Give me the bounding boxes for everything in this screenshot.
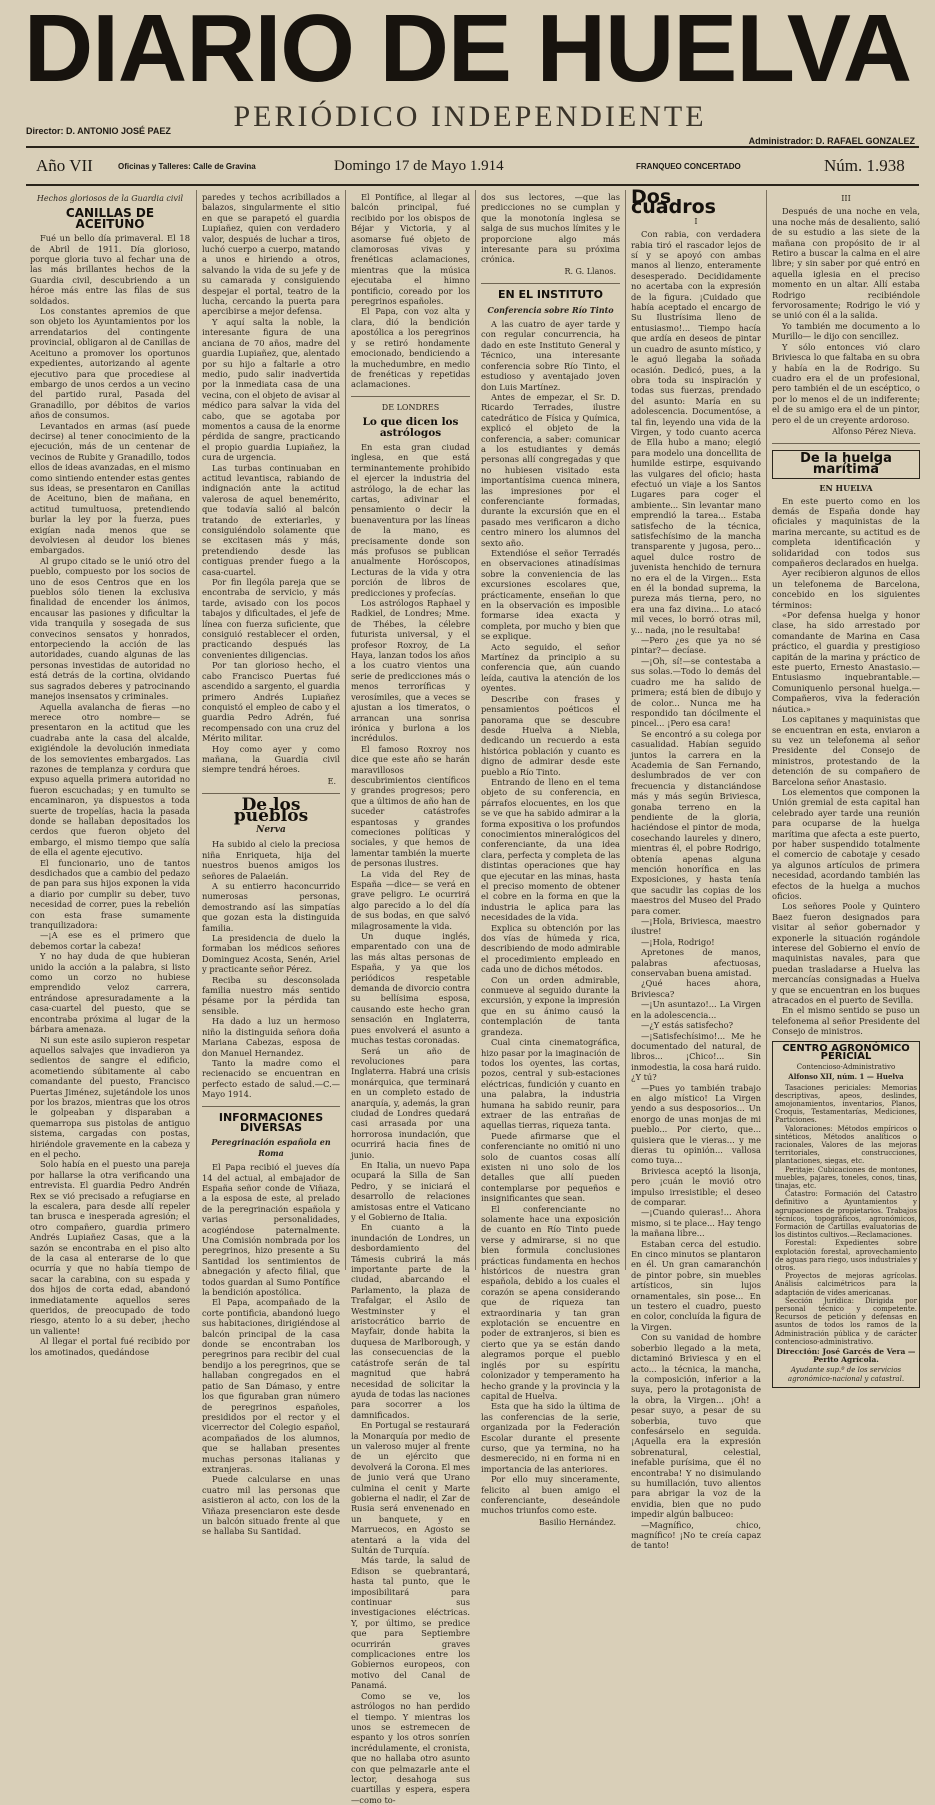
instituto-paragraph: Entrando de lleno en el tema objeto de su conferencia, en párrafos elocuentes, en los que se ve que ha sabido admirar a la forma expositiva o los profundos conocimientos mineralógicos del conferenciante, da una idea clara, perfecta y completa de las distintas operaciones que hay que ejecutar en las minas, hasta el preciso momento de obtener el cobre en la forma en que la industria le aplica para las necesidades de la vida. xyxy=(481,776,620,923)
article-separator xyxy=(202,793,340,794)
informaciones-paragraph: El Papa, acompañado de la corte pontificia, abandonó luego sus habitaciones, dirigiéndose al balcón principal de la casa donde se encontraban los peregrinos para recibir del cual bendijo a los peregrinos, que se hallaban congregados en el patio de San Dámaso, y entre los que figuraban gran número de peregrinos españoles, presididos por el rector y el vicerrector del Colegio español, acompañados de los alumnos, que se hallaban presentes muchas personas italianas y extranjeras. xyxy=(202,1297,340,1474)
canillas-paragraph: Por tan glorioso hecho, el cabo Francisco Puertas fué ascendido a sargento, el guardia primero Andrés Lupiañez conquistó el empleo de cabo y el guardia Pedro Adrén, fué recompensado con una cruz del Mérito militar. xyxy=(202,660,340,744)
cuadros-paragraph: Apretones de manos, palabras afectuosas, conservaban buena amistad. xyxy=(631,947,761,979)
canillas-paragraph: —¡A ese es el primero que debemos cortar la cabeza! xyxy=(30,930,190,951)
canillas-paragraph: Aquella avalancha de fieras —no merece otro nombre— se presentaron en la actitud que les cuadraba ante la casa del alcalde, exigiéndole la devolución inmediata de los semovientes embargados. Las razones de templanza y cordura que expuso aquella primera autoridad no fueron escuchadas; y en tumulto se encaminaron, ya dispuestos a toda suerte de tropelías, hacia la pasada donde se hallaban depositados los cerdos que fueron objeto del embargo, el mismo tiempo que salía de ella el agente ejecutivo. xyxy=(30,701,190,858)
instituto-paragraph: Acto seguido, el señor Martínez da principio a su conferencia que, aún cuando leída, cautiva la atención de los oyentes. xyxy=(481,641,620,694)
column-divider xyxy=(766,190,767,1270)
column-divider xyxy=(475,190,476,1270)
canillas-kicker: Hechos gloriosos de la Guardia civil xyxy=(36,194,184,203)
cuadros-paragraph: —¡Oh, sí!—se contestaba a sus solas.—Todo lo demás del cuadro me ha salido de primera; está bien de dibujo y de color... Nunca me ha respondido tan dócilmente el pincel... ¡Pero esa cara! xyxy=(631,655,761,729)
pueblos-paragraph: La presidencia de duelo la formaban los médicos señores Dominguez Acosta, Senén, Ariel y practicante señor Pérez. xyxy=(202,933,340,975)
cuadros-paragraph: —¡Cuando quieras!... Ahora mismo, si te place... Hay tengo la mañana libre... xyxy=(631,1207,761,1239)
centro-paragraph: Peritaje: Cubicaciones de montones, muebles, pajares, toneles, conos, tinas, tinajas, etc. xyxy=(775,1165,917,1190)
cuadros-paragraph: ¿Qué haces ahora, Briviesca? xyxy=(631,978,761,999)
pueblos-town: Nerva xyxy=(256,824,286,835)
astrologos-paragraph: Un duque inglés, emparentado con una de las más altas personas de España, y ya que los periódicos respetable demanda de divorcio contra su bellísima esposa, causando este hecho gran sensación en Inglaterra, pues envolverá el asunto a muchas testas coronadas. xyxy=(351,931,470,1046)
canillas-paragraph: Por fin llególa pareja que se encontraba de servicio, y más tarde, avisado con los pocos tabajos y dificultades, el jefe de línea con fuerza suficiente, que consiguió restablecer el orden, practicando después las convenientes diligencias. xyxy=(202,577,340,660)
cuadros-paragraph: —Pues yo también trabajo en algo místico! La Virgen yendo a sus desposorios... Un enorgo de unas monjas de mi pueblo... Por cierto, que... quisiera que le vieras... y me dieras tu opinión... vallosa como tuya... xyxy=(631,1082,761,1166)
article-separator xyxy=(202,1106,340,1107)
article-separator xyxy=(351,396,470,397)
astrologos-paragraph: Como se ve, los astrólogos no han perdido el tiempo. Y mientras los unos se estremecen de espanto y los otros sonríen incrédulamente, el cronista, que no hallaba otro asunto con que pelmazarle ante el lector, desahoga sus cuartillas y espera, espera —como to- xyxy=(351,1690,470,1805)
huelga-paragraph: Los señores Poole y Quintero Baez fueron designados para visitar al señor gobernador y exponerle la situación rogándole interese del Gobierno el envío de maquinistas navales, para que puedan trasladarse a Huelva las mercancías consignadas a Huelva y que se encuentran en los buques atracados en el puerto de Sevilla. xyxy=(772,901,920,1006)
astrologos-paragraph: El famoso Roxroy nos dice que este año se harán maravillosos descubrimientos científicos y grandes progresos; pero que a últimos de año han de suceder catástrofes espantosas y grandes comeciones políticas y sociales, y que hemos de lamentar también la muerte de personas ilustres. xyxy=(351,743,470,869)
instituto-subtitle: Conferencia sobre Río Tinto xyxy=(487,304,614,315)
instituto-paragraph: A las cuatro de ayer tarde y con regular concurrencia, ha dado en este Instituto General y Técnico, una interesante conferencia sobre Río Tinto, el estudioso y aventajado joven don Luis Martínez. xyxy=(481,319,620,392)
pueblos-title: De los pueblos xyxy=(233,795,309,826)
canillas-paragraph: Ni sun este asilo supieron respetar aquellos salvajes que invadieron ya sedientos de sangre el edificio, acometiendo súbitamente al cabo comandante del puesto, Francisco Puertas Jiménez, sujetándole los unos por los brazos, mientras que los otros le golpeaban y disparaban a quemarropa sus pistolas de antiguo sistema, cargadas con postas, hiriéndole gravemente en la cabeza y en el pecho. xyxy=(30,1034,190,1159)
cuadros-paragraph: —Pero ¿es que ya no sé pintar?— decíase. xyxy=(631,635,761,656)
pueblos-paragraph: Reciba su desconsolada familia nuestro más sentido pésame por la pérdida tan sensible. xyxy=(202,974,340,1016)
instituto-paragraph: Extendióse el señor Terradés en observaciones atinadísimas sobre la conveniencia de las excursiones escolares que, prácticamente, enseñan lo que en la observación es imposible formarse idea exacta y completa, por mucho y bien que se explique. xyxy=(481,548,620,642)
centro-paragraph: Catastro: Formación del Catastro definitivo a Ayuntamientos y agrupaciones de propietarios. Trabajos técnicos, topográficos, agronómicos, Formación de Cartillas evaluatorias de los distintos cultivos.—Reclamaciones. xyxy=(775,1190,917,1240)
cuadros-paragraph: —¡Hola, Briviesca, maestro ilustre! xyxy=(631,916,761,937)
informaciones-paragraph: El Papa recibió el jueves día 14 del actual, al embajador de España señor conde de Viñaza, a la esposa de este, al prelado de la peregrinación española y varias personalidades, acogiéndose paternalmente. Una Comisión nombrada por los peregrinos, hizo presente a Su Santidad los sentimientos de abnegación y afecto filial, que todos guardan al Sumo Pontífice la bendición apostólica. xyxy=(202,1162,340,1298)
cuadros-paragraph: Se encontró a su colega por casualidad. Habían seguido juntos la carrera en la Academia de San Fernando, deslumbrados de ver con frecuencia y distanciándose más y más según Briviesca, gonaba terreno en la pendiente de la gloria, haciéndose el pintor de moda, cosechando laureles y dinero, mientras él, el pobre Rodrigo, obtenía apenas alguna mención honorífica en las Exposiciones, y hasta tenía que sacudir las copias de los maestros del Museo del Prado para comer. xyxy=(631,728,761,916)
huelga-paragraph: Los elementos que componen la Unión gremial de esta capital han celebrado ayer tarde una reunión para ocuparse de la huelga marítima que afecta a este puerto, por haber suspendido totalmente el comercio de cabotaje y cesado ya algunos artículos de primera necesidad, acordando también las efectos de la huelga a muchos oficios. xyxy=(772,786,920,901)
pueblos-paragraph: A su entierro haconcurrido numerosas personas, demostrando así las simpatías que gozan esta la distinguida familia. xyxy=(202,881,340,933)
canillas-paragraph: Las turbas continuaban en actitud levantisca, rabiando de indignación ante la actitud valerosa de aquel benemérito, que todavía salió al balcón tratando de exteriarles, y consiguiéndolo solamente que se excitasen más y más, pretendiendo desde las contiguas prender fuego a la casa-cuartel. xyxy=(202,462,340,577)
column-divider xyxy=(345,190,346,1270)
cuadros-paragraph: Y sólo entonces vió claro Briviesca lo que faltaba en su obra y había en la de Rodrigo. Su cuadro era el de un profesional, pero también el de un escéptico, o por lo menos el de un indiferente; el de su amigo era el de un pintor, pero el de un creyente ardoroso. xyxy=(772,341,920,425)
canillas-paragraph: Fué un bello día primaveral. El 18 de Abril de 1911. Día glorioso, porque gloria tuvo al fechar una de las más brillantes hechos de la Guardia civil, descubriendo a un héroe más entre las filas de sus soldados. xyxy=(30,233,190,306)
huelga-paragraph: Los capitanes y maquinistas que se encuentran en esta, enviaron a su vez un telefonema al señor Presidente del Consejo de ministros, protestando de la detención de su compañero de Barcelona señor Anastasio. xyxy=(772,714,920,787)
instituto-paragraph: Esta que ha sido la última de las conferencias de la serie, organizada por la Federación Escolar durante el presente curso, que ya termina, no ha desmerecido, ni en forma ni en importancia de las anteriores. xyxy=(481,1401,620,1474)
cuadros-paragraph: —¿Y estás satisfecho? xyxy=(641,1020,734,1031)
pueblos-paragraph: Ha subido al cielo la preciosa niña Enriqueta, hija del nuestros buenos amigos los señores de Palaeián. xyxy=(202,839,340,881)
offices-address: Oficinas y Talleres: Calle de Gravina xyxy=(118,162,256,171)
column-6 xyxy=(772,192,920,1383)
column-5 xyxy=(631,186,761,1551)
canillas-paragraph: Solo había en el puesto una pareja por hallarse la otra verificando una entrevista. El guardia Pedro Andrén Rex se vió precisado a refugiarse en la escalera, para desde allí repeler tan brusca e inesperada agresión; el otro compañero, guardia primero Andrés Lupiañez Casas, que a la sazón se encontraba en el piso alto de la casa al enterarse de lo que ocurría y que no había tiempo de sacar la carabina, con su espada y dos hijos de corta edad, abandonó inmediatamente aquellos seres queridos, de preocupado de todo riesgo, atento lo a su deber, ¡hecho un valiente! xyxy=(30,1159,190,1336)
astrologos-dateline: DE LONDRES xyxy=(381,402,440,412)
cuadros-paragraph: —¡Satisfechísimo!... Me he documentado del natural, de libros... ¡Chico!... Sin inmodestia, la cosa hará ruido. ¿Y tú? xyxy=(631,1030,761,1083)
centro-subtitle: Contencioso-Administrativo xyxy=(796,1063,896,1072)
informaciones-subtitle: Peregrinación española en Roma xyxy=(211,1137,331,1158)
column-1 xyxy=(30,192,190,1357)
pueblos-paragraph: Tanto la madre como el recienacido se encuentran en perfecto estado de salud.—C.—Mayo 1914. xyxy=(202,1057,340,1100)
astrologos-paragraph: Los astrólogos Raphael y Radkiel, de Londres; Mme. de Thébes, la célebre futurista universal, y el profesor Roxroy, de La Haya, lanzan todos los años a los cuatro vientos una serie de predicciones más o menos terroríficas y verosímiles, que a veces se ajustan a los timeratos, o arrancan una sonrisa irónica y burlona a los incrédulos. xyxy=(351,598,470,744)
astrologos-paragraph: En Portugal se restaurará la Monarquía por medio de un valeroso mujer al frente de un ejército que devolverá la Corona. El mes de junio verá que Urano culmina el cenit y Marte gobierna el nadir, el Zar de Rusia será envenenado en un banquete, y en Marruecos, en Agosto se atentará a la vida del Sultán de Turquía. xyxy=(351,1420,470,1555)
canillas-paragraph: Y aquí salta la noble, la interesante figura de una anciana de 70 años, madre del guardia Lupiañez, que, alentado por su hijo a faltarle a otro medio, pudo salir inadvertida por la inmediata casa de una vecina, con el objeto de avisar al médico para salvar la vida del cabo, que se agotaba por momentos a causa de la enorme pérdida de sangre, practicando el propio guardia Lupiañez, la cura de urgencia. xyxy=(202,316,340,463)
column-2 xyxy=(202,192,340,1537)
informaciones-paragraph: El Pontífice, al llegar al balcón principal, fué recibido por los obispos de Béjar y Victoria, y al asomarse fué objeto de clamorosas vivas y frenéticas aclamaciones, mientras que la música ejecutaba el himno pontificio, coreado por los peregrinos españoles. xyxy=(351,192,470,307)
centro-footer: Ayudante sup.º de los servicios agronómico-nacional y catastral. xyxy=(787,1366,905,1383)
huelga-paragraph: Ayer recibieron algunos de ellos un telefonema de Barcelona, concebido en los siguientes términos: xyxy=(772,568,920,610)
column-divider xyxy=(196,190,197,1270)
cuadros-paragraph: Con rabia, con verdadera rabia tiró el rascador lejos de sí y se apoyó con ambas manos al lienzo, enteramente desesperado. Decididamente no acertaba con la expresión de la figura. ¡Cuidado que había aceptado el encargo de Su Ilustrísima lleno de entusiasmo!... Tiempo hacía que ardía en deseos de pintar un cuadro de asunto místico, y le aguó llegaba la soñada ocasión. Dedicó, pues, a la obra toda su inspiración y todas sus fuerzas, prendado del asunto: María en su adolescencia. Documentóse, a tal fin, leyendo una vida de la Virgen, y todo cuanto acerca de Ella hubo a mano; elegió para modelo una doncellita de humilde estirpe, esquivando las vulgares del oficio; hasta efectuó un viaje a los Santos Lugares para coger el ambiente... Sin levantar mano emprendió la tarea... Estaba satisfecho de la técnica, satisfechísimo de la mancha transparente y jugosa, pero... aquel dulce rostro de juvenista henchido de ternura no era el de la Virgen... Esta en él la bondad suprema, la pureza más tierna, pero, no era una faz divina... Lo atacó mil veces, lo borró otras mil, y... nada, ¡no le resultaba! xyxy=(631,229,761,635)
issue-date: Domingo 17 de Mayo 1.914 xyxy=(334,158,504,174)
astrologos-paragraph: En esta gran ciudad inglesa, en que está terminantemente prohibido el ejercer la industria del astrólogo, la de echar las cartas, adivinar el pensamiento o decir la buenaventura por las líneas de la mano, es precisamente donde son más profusos se publican anualmente Horóscopos, Lecturas de la vida y otra porción de libros de predicciones y profecías. xyxy=(351,441,470,598)
cuadros-paragraph: —¡Hola, Rodrigo! xyxy=(641,936,715,947)
huelga-paragraph: «Por defensa huelga y honor clase, ha sido arrestado por comandante de Marina en Casa práctico, el guardia y prestigioso capitán de la marina y práctico de este puerto, Ernesto Anastasio.—Entusiasmo inquebrantable.—Comuniquenlo personal huelga.—Compañeros, viva la federación náutica.» xyxy=(772,610,920,714)
cuadros-paragraph: Después de una noche en vela, una noche más de desaliento, salió de su estudio a las siete de la mañana con propósito de ir al Retiro a buscar la calma en el aire libre; y sin saber por qué entró en aquella iglesia en el preciso momento en un altar. Allí estaba Rodrigo recibiéndole fervorosamente; Rodrigo le vió y se unió con él a la salida. xyxy=(772,206,920,321)
huelga-paragraph: En el mismo sentido se puso un telefonema al señor Presidente del Consejo de ministros. xyxy=(772,1005,920,1037)
cuadros-paragraph: Estaban cerca del estudio. En cinco minutos se plantaron en él. Un gran camaranchón de pintor pobre, sin muebles artísticos, sin lujos ornamentales, sin pose... En un testero el cuadro, puesto en color, concluída la figura de la Virgen. xyxy=(631,1238,761,1332)
canillas-title: CANILLAS DE ACEITUNO xyxy=(65,206,155,231)
canillas-paragraph: paredes y techos acribillados a balazos, singularmente el sitio en que se parapetó el guardia Lupiañez, quien con verdadero valor, después de luchar a tiros, luchó cuerpo a cuerpo, matando a unos e hiriendo a otros, salvando la vida de su jefe y de su camarada y consiguiendo despejar el portal, teatro de la lucha, cercando la puerta para apercibirse a mejor defensa. xyxy=(202,192,340,317)
instituto-paragraph: Por ello muy sinceramente, felicito al buen amigo el conferenciante, deseándole muchos triunfos como este. xyxy=(481,1474,620,1516)
centro-paragraph: Forestal: Expedientes sobre explotación forestal, aprovechamiento de aguas para riego, usos industriales y otros. xyxy=(775,1239,917,1272)
column-4 xyxy=(481,192,620,1527)
informaciones-paragraph: Puede calcularse en unas cuatro mil las personas que asistieron al acto, con los de la Viñaza presenciaron este desde un balcón situado frente al que se hallaba Su Santidad. xyxy=(202,1474,340,1537)
canillas-paragraph: Y no hay duda de que hubieran unido la acción a la palabra, si listo como un corzo no hubiese emprendido veloz carrera, entrándose apresuradamente a la casa-cuartel del puesto, que se encontraba próxima al lugar de la bárbara amenaza. xyxy=(30,951,190,1035)
pueblos-paragraph: Ha dado a luz un hermoso niño la distinguida señora doña Mariana Cabezas, esposa de don Manuel Hernandez. xyxy=(202,1016,340,1058)
canillas-paragraph: Al llegar el portal fué recibido por los amotinados, quedándose xyxy=(30,1336,190,1357)
informaciones-paragraph: El Papa, con voz alta y clara, dió la bendición apostólica a los peregrinos y se retiró hondamente emocionado, bendiciendo a la muchedumbre, en medio de frenéticas y repetidas aclamaciones. xyxy=(351,306,470,390)
issue-year: Año VII xyxy=(36,156,93,175)
canillas-paragraph: El funcionario, uno de tantos desdichados que a cambio del pedazo de pan para sus hijos exponen la vida a diario por cumplir su deber, tuvo necesidad de correr, pues la rebelión con esta frase sumamente tranquilizadora: xyxy=(30,857,190,931)
newspaper-subtitle: PERIÓDICO INDEPENDIENTE xyxy=(233,100,707,133)
instituto-paragraph: Cual cinta cinematográfica, hizo pasar por la imaginación de todos los oyentes, las cortas, pozos, central y sub-estaciones eléctricas, fundición y cuanto en una palabra, la industria humana ha sabido reunir, para extraer de las entrañas de aquellas tierras, riqueza tanta. xyxy=(481,1037,620,1131)
cuadros-section-number: III xyxy=(841,194,851,203)
centro-address: Alfonso XII, núm. 1 — Huelva xyxy=(788,1072,904,1082)
instituto-title: EN EL INSTITUTO xyxy=(497,288,603,302)
director-line: Director: D. ANTONIO JOSÉ PAEZ xyxy=(26,126,171,136)
canillas-paragraph: Al grupo citado se le unió otro del pueblo, compuesto por los socios de uno de esos Centros que en los pueblos sólo tienen la exclusiva finalidad de encender los ánimos, encausar las pasiones y dificultar la vida tranquila y sosegada de sus convecinos sensatos y honrados, entorpeciendo la acción de las autoridades, cuando algunas de las personas investidas de autoridad no está detrás de la cortina, olvidando sus sagrados deberes y patrocinando manejos insensatos y criminales. xyxy=(30,555,190,702)
postage-note: FRANQUEO CONCERTADO xyxy=(636,162,741,171)
astrologos-paragraph: En Italia, un nuevo Papa ocupará la Silla de San Pedro, y se iniciará el desarrollo de relaciones amistosas entre el Vaticano y el Gobierno de Italia. xyxy=(351,1159,470,1222)
instituto-paragraph: Puede afirmarse que el conferenciante no omitió ni uno solo de cuantos cosas allí existen ni uno solo de los detalles que allí pueden contemplarse por pequeños e insignificantes que sean. xyxy=(481,1130,620,1204)
article-separator xyxy=(772,443,920,444)
astrologos-paragraph: En cuanto a la inundación de Londres, un desbordamiento del Támesis cubrirá la más importante parte de la ciudad, abarcando el Parlamento, la plaza de Trafalgar, el Asilo de Westminster y el aristocrático barrio de Mayfair, donde habita la duquesa de Marlborough, y las consecuencias de la catástrofe serán de tal magnitud que habrá necesidad de solicitar la ayuda de todas las naciones para socorrer a los damnificados. xyxy=(351,1222,470,1420)
cuadros-paragraph: —Magnífico, chico, magnífico! ¡No te creía capaz de tanto! xyxy=(631,1519,761,1551)
astrologos-paragraph: La vida del Rey de España —dice— se verá en grave peligro. Le ocurrirá algo parecido a lo del día de sus bodas, en que salvó milagrosamente la vida. xyxy=(351,868,470,931)
centro-paragraph: Proyectos de mejoras agrícolas. Análisis calcimétricos para la adaptación de vides americanas. xyxy=(775,1272,917,1297)
centro-advert xyxy=(772,1041,920,1388)
canillas-signature: E. xyxy=(327,776,336,786)
canillas-paragraph: Hoy como ayer y como mañana, la Guardia civil siempre tendrá héroes. xyxy=(202,743,340,775)
huelga-subtitle: EN HUELVA xyxy=(819,483,873,494)
issue-info-bar xyxy=(26,148,919,182)
cuadros-paragraph: Con su vanidad de hombre soberbio llegado a la meta, dictaminó Briviesca y en el acto... la técnica, la mancha, la composición, inferior a la suya, pero la protagonista de la obra, la Virgen... ¡Oh! a pesar suyo, a pesar de su soberbia, tuvo que confesárselo en seguida. ¡Aquella era la expresión sobrenatural, celestial, inefable purísima, que él no encontraba! Y no disimulando su humillación, tuvo alientos para abrigar la voz de la envidia, bien que no pudo impedir algún balbuceo: xyxy=(631,1332,761,1520)
instituto-signature: Basilio Hernández. xyxy=(538,1517,616,1527)
canillas-paragraph: Levantados en armas (así puede decirse) al tener conocimiento de la ejecución, más de un centenar de vecinos de Rubite y Granadillo, todos ellos de ideas avanzadas, en el mismo como sintiendo entender estas gentes sus ideas, se presentaron en Canillas de Aceituno, bien de mañana, en actitud tumultuosa, pretendiendo burlar la ley por la fuerza, pues exigían nada menos que se devolviesen al deudor los bienes embargados. xyxy=(30,420,190,556)
cuadros-paragraph: Briviesca aceptó la lisonja, pero ¡cuán le movió otro impulso irresistible; el deseo de comparar. xyxy=(631,1165,761,1207)
astrologos-paragraph: dos sus lectores, —que las predicciones no se cumplan y que la monotonía inglesa se salga de sus muchos límites y le proporcione algo más interesante para su próxima crónica. xyxy=(481,192,620,265)
centro-paragraph: Tasaciones periciales: Memorias descriptivas, apeos, deslindes, amojonamientos, inventarios, Planos, Croquis, Testamentarías, Mediciones, Particiones. xyxy=(775,1083,917,1125)
huelga-title: De la huelga marítima xyxy=(800,451,892,477)
centro-director: Dirección: José Garcés de Vera — Perito Agrícola. xyxy=(776,1347,916,1365)
huelga-title-box xyxy=(772,450,920,479)
instituto-paragraph: Con un orden admirable, conmueve al seguido durante la excursión, y expone la impresión que en su ánimo causó la contemplación de tanta grandeza. xyxy=(481,974,620,1037)
astrologos-title: Lo que dicen los astrólogos xyxy=(362,416,459,439)
article-separator xyxy=(481,283,620,284)
instituto-paragraph: El conferenciante no solamente hace una exposición de cuanto en Río Tinto puede verse y admirarse, si no que bien formula conclusiones prácticas fundamenta en hechos históricos de nuestra gran española, debido a los cuales el corazón se apena considerando que de riqueza tan extraordinaria y tan gran explotación se encuentre en poder de extranjeros, si bien es cierto que ya se están dando alegramos porque el pueblo inglés por su espíritu colonizador y temperamento ha hecho grande y la provincia y la capital de Huelva. xyxy=(481,1203,620,1401)
centro-title: CENTRO AGRONÓMICO PERICIAL xyxy=(782,1042,910,1062)
instituto-paragraph: Explica su obtención por las dos vías de húmeda y rica, describiendo de modo admirable el procedimiento empleado en cada uno de dichos métodos. xyxy=(481,922,620,975)
cuadros-paragraph: —¡Un asuntazo!... La Virgen en la adolescencia... xyxy=(631,999,761,1020)
astrologos-paragraph: Será un año de revoluciones para Inglaterra. Habrá una crisis monárquica, que terminará en un completo estado de anarquía, y, además, la gran ciudad de Londres quedará casi arrasada por una horrorosa inundación, que ocurrirá hacia fines de junio. xyxy=(351,1045,470,1160)
instituto-paragraph: Antes de empezar, el Sr. D. Ricardo Terrades, ilustre catedrático de Física y Química, explicó el objeto de la conferencia, a saber: comunicar a los estudiantes y demás personas allí congregadas y que no hubiesen visitado esta importantísima cuenca minera, las impresiones por el conferenciante formadas, durante la excursión que en el pasado mes verificaron a dicho centro minero los alumnos del sexto año. xyxy=(481,391,620,548)
cuadros-title: Dos cuadros xyxy=(631,186,716,219)
canillas-paragraph: Los constantes apremios de que son objeto los Ayuntamientos por los arrendatarios del contingente provincial, obligaron al de Canillas de Aceituno a promover los oportunos expedientes, autorizando al agente ejecutivo para que procediese al embargo de unos cerdos a un vecino del partido rural, Pasada del Granadillo, por débitos de varios años de consumos. xyxy=(30,306,190,421)
header-rule-bottom xyxy=(26,184,919,186)
centro-paragraph: Valoraciones: Métodos empíricos o sintéticos, Métodos analíticos o racionales, Valores de las mejoras territoriales, construcciones, plantaciones, siegas, etc. xyxy=(775,1124,917,1166)
issue-number: Núm. 1.938 xyxy=(824,156,905,175)
informaciones-title: INFORMACIONES DIVERSAS xyxy=(218,1110,324,1134)
cuadros-signature: Alfonso Pérez Nieva. xyxy=(832,426,916,436)
column-divider xyxy=(625,190,626,1270)
cuadros-section-number: I xyxy=(694,216,698,226)
administrator-line: Administrador: D. RAFAEL GONZALEZ xyxy=(748,136,915,146)
huelga-paragraph: En este puerto como en los demás de España donde hay oficiales y maquinistas de la marina mercante, su actitud es de completa identificación y solidaridad con todos sus compañeros declarados en huelga. xyxy=(772,495,920,568)
column-3 xyxy=(351,192,470,1805)
newspaper-title: DIARIO DE HUELVA xyxy=(23,0,912,102)
astrologos-paragraph: Más tarde, la salud de Edison se quebrantará, hasta tal punto, que le imposibilitará para continuar sus investigaciones eléctricas. Y, por último, se predice que para Septiembre ocurrirán graves complicaciones entre los Gobiernos europeos, con motivo del Canal de Panamá. xyxy=(351,1555,470,1691)
instituto-paragraph: Describe con frases y pensamientos poéticos el panorama que se descubre desde Huelva a Niebla, dedicando un recuerdo a esta histórica población y cuanto es digno de admirar desde este pueblo a Río Tinto. xyxy=(481,693,620,777)
centro-paragraph: Sección Jurídica: Dirigida por personal técnico y competente. Recursos de petición y defensas en asuntos de todos los ramos de la Administración pública y de carácter contencioso-administrativo. xyxy=(775,1296,917,1346)
astrologos-signature: R. G. Llanos. xyxy=(564,266,616,276)
cuadros-paragraph: Yo también me documento a lo Murillo— le dijo con sencillez. xyxy=(772,320,920,342)
